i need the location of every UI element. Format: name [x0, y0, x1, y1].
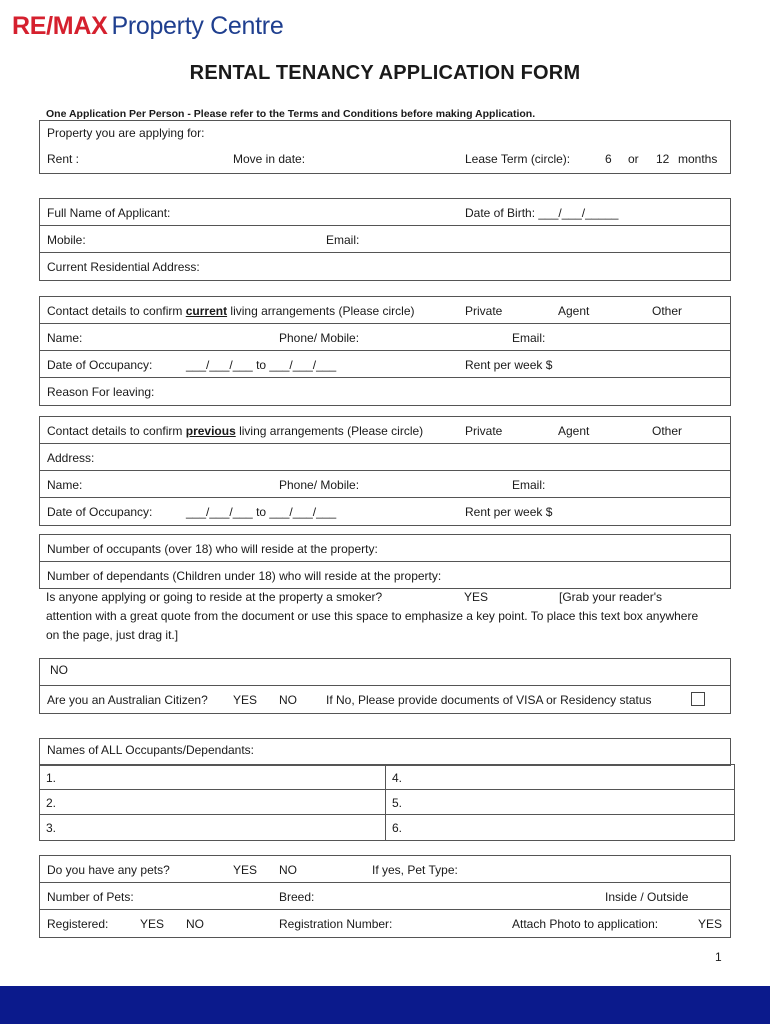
previous-contact-row [40, 417, 730, 444]
rent-label: Rent : [47, 152, 80, 166]
pet-type-label: If yes, Pet Type: [372, 863, 458, 877]
reason-leaving-row[interactable] [40, 378, 730, 405]
property-section [39, 120, 731, 174]
occupant-number-5: 5. [392, 796, 403, 810]
pets-registered-yes[interactable]: YES [140, 917, 165, 931]
visa-instruction: If No, Please provide documents of VISA or Residency status [326, 693, 652, 707]
pets-question: Do you have any pets? [47, 863, 170, 877]
previous-private-option[interactable]: Private [465, 424, 503, 438]
previous-other-option[interactable]: Other [652, 424, 683, 438]
previous-contact-label [47, 424, 423, 438]
current-arrangements-section [39, 296, 731, 406]
current-contact-key: current [185, 304, 228, 318]
mobile-label: Mobile: [47, 233, 86, 247]
page-number: 1 [715, 950, 722, 964]
previous-address-row[interactable] [40, 444, 730, 471]
occupant-name-6[interactable] [386, 815, 734, 840]
reason-leaving-label: Reason For leaving: [47, 385, 155, 399]
citizen-no-option[interactable]: NO [279, 693, 297, 707]
occupants-over18-row[interactable] [40, 535, 730, 562]
email-label: Email: [326, 233, 360, 247]
occupant-number-6: 6. [392, 821, 403, 835]
current-occupancy-row[interactable] [40, 351, 730, 378]
occupant-names-grid [39, 764, 735, 841]
smoker-no-option[interactable]: NO [50, 663, 68, 677]
occupant-names-row-1 [40, 765, 734, 790]
occupant-name-3[interactable] [40, 815, 386, 840]
pets-number-row[interactable] [40, 883, 730, 910]
pull-quote-text[interactable]: attention with a great quote from the document or use this space to emphasize a key point. To place this text box anywhere on the page, just drag it.] [46, 609, 699, 642]
current-contact-pre: Contact details to confirm [47, 304, 186, 318]
occupant-number-3: 3. [46, 821, 57, 835]
attach-photo-yes[interactable]: YES [698, 917, 723, 931]
occupants-over18-label: Number of occupants (over 18) who will reside at the property: [47, 542, 378, 556]
property-applying-row [40, 121, 730, 145]
current-name-row[interactable] [40, 324, 730, 351]
pets-no-option[interactable]: NO [279, 863, 297, 877]
pets-registered-no[interactable]: NO [186, 917, 204, 931]
occupant-number-2: 2. [46, 796, 57, 810]
occupants-section [39, 534, 731, 589]
citizen-question: Are you an Australian Citizen? [47, 693, 208, 707]
current-contact-post: living arrangements (Please circle) [227, 304, 415, 318]
lease-months: months [678, 152, 718, 166]
move-in-label: Move in date: [233, 152, 306, 166]
logo-max: MAX [52, 12, 108, 40]
pull-quote-start: [Grab your reader's [559, 590, 663, 604]
applicant-section [39, 198, 731, 281]
previous-occupancy-label: Date of Occupancy: [47, 505, 153, 519]
current-occupancy-label: Date of Occupancy: [47, 358, 153, 372]
occupant-name-1[interactable] [40, 765, 386, 789]
current-contact-row [40, 297, 730, 324]
form-subtitle: One Application Per Person - Please refer to the Terms and Conditions before making Application. [46, 108, 536, 120]
citizen-yes-option[interactable]: YES [233, 693, 258, 707]
previous-name-row[interactable] [40, 471, 730, 498]
lease-term-label: Lease Term (circle): [465, 152, 571, 166]
current-private-option[interactable]: Private [465, 304, 503, 318]
pets-section [39, 855, 731, 938]
full-name-row[interactable] [40, 199, 730, 226]
smoker-yes-option[interactable]: YES [464, 590, 489, 604]
rent-row[interactable] [40, 145, 730, 173]
previous-address-label: Address: [47, 451, 95, 465]
dependants-row[interactable] [40, 562, 730, 589]
pets-registered-label: Registered: [47, 917, 109, 931]
occupant-names-row-2 [40, 790, 734, 815]
occupant-names-heading-row [40, 739, 730, 765]
current-email-label: Email: [512, 331, 546, 345]
pets-number-label: Number of Pets: [47, 890, 134, 904]
pets-yes-option[interactable]: YES [233, 863, 258, 877]
occupant-names-heading: Names of ALL Occupants/Dependants: [47, 743, 255, 757]
previous-agent-option[interactable]: Agent [558, 424, 590, 438]
attach-photo-label: Attach Photo to application: [512, 917, 659, 931]
current-name-label: Name: [47, 331, 83, 345]
smoker-question-block [39, 588, 731, 645]
smoker-no-row [40, 659, 730, 686]
pets-question-row [40, 856, 730, 883]
smoker-question: Is anyone applying or going to reside at the property a smoker? [46, 590, 383, 604]
current-other-option[interactable]: Other [652, 304, 683, 318]
current-rent-label: Rent per week $ [465, 358, 553, 372]
form-title: RENTAL TENANCY APPLICATION FORM [189, 62, 581, 84]
logo-re: RE [12, 12, 47, 40]
citizen-section [39, 658, 731, 714]
visa-checkbox[interactable] [691, 692, 705, 706]
full-name-label: Full Name of Applicant: [47, 206, 171, 220]
current-contact-label [47, 304, 414, 318]
footer-bar [0, 986, 770, 1024]
occupant-name-4[interactable] [386, 765, 734, 789]
previous-occupancy-row[interactable] [40, 498, 730, 525]
occupant-number-1: 1. [46, 771, 57, 785]
citizen-row [40, 686, 730, 713]
logo-slash: / [46, 12, 53, 40]
previous-contact-post: living arrangements (Please circle) [235, 424, 424, 438]
address-label: Current Residential Address: [47, 260, 200, 274]
occupant-names-row-3 [40, 815, 734, 840]
previous-contact-pre: Contact details to confirm [47, 424, 186, 438]
address-row[interactable] [40, 253, 730, 280]
current-agent-option[interactable]: Agent [558, 304, 590, 318]
previous-email-label: Email: [512, 478, 546, 492]
previous-occupancy-dates: ___/___/___ to ___/___/___ [186, 505, 337, 519]
mobile-row[interactable] [40, 226, 730, 253]
previous-phone-label: Phone/ Mobile: [279, 478, 360, 492]
property-applying-label: Property you are applying for: [47, 126, 205, 140]
lease-option-6[interactable]: 6 [605, 152, 612, 166]
pets-inside-outside[interactable]: Inside / Outside [605, 890, 689, 904]
previous-rent-label: Rent per week $ [465, 505, 553, 519]
logo-property-centre: Property Centre [111, 12, 284, 40]
previous-arrangements-section [39, 416, 731, 526]
occupant-name-5[interactable] [386, 790, 734, 814]
occupant-names-heading-box [39, 738, 731, 766]
pets-breed-label: Breed: [279, 890, 315, 904]
previous-name-label: Name: [47, 478, 83, 492]
previous-contact-key: previous [185, 424, 236, 438]
dob-label: Date of Birth: ___/___/_____ [465, 206, 619, 220]
dependants-label: Number of dependants (Children under 18) who will reside at the property: [47, 569, 442, 583]
lease-or: or [628, 152, 639, 166]
current-phone-label: Phone/ Mobile: [279, 331, 360, 345]
occupant-number-4: 4. [392, 771, 403, 785]
lease-option-12[interactable]: 12 [656, 152, 670, 166]
remax-logo [12, 12, 283, 41]
registration-number-label: Registration Number: [279, 917, 393, 931]
current-occupancy-dates: ___/___/___ to ___/___/___ [186, 358, 337, 372]
occupant-name-2[interactable] [40, 790, 386, 814]
pets-registered-row [40, 910, 730, 937]
